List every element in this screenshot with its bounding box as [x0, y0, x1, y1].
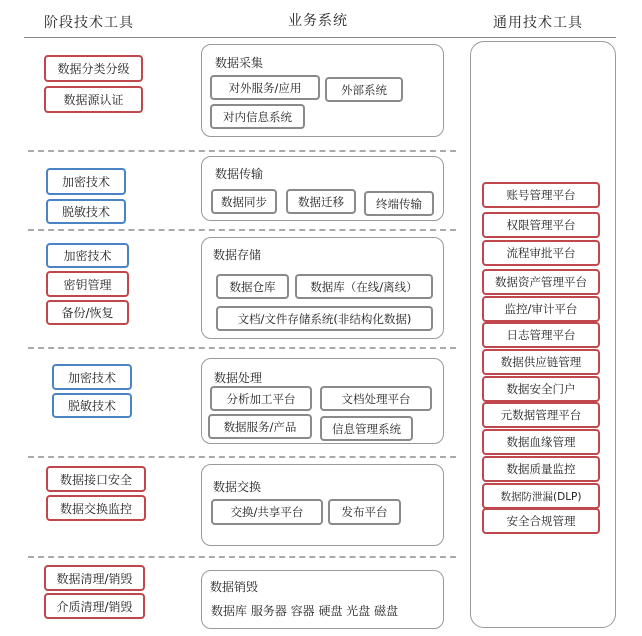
general-tool-security-portal: 数据安全门户 [482, 376, 600, 402]
stage-tool-desensitization: 脱敏技术 [46, 199, 126, 224]
system-item-database-online-offline: 数据库（在线/离线） [295, 274, 433, 299]
system-title-transmission: 数据传输 [215, 167, 264, 181]
system-panel-storage [201, 237, 444, 339]
general-tool-supply-chain: 数据供应链管理 [482, 349, 600, 375]
system-title-exchange: 数据交换 [213, 480, 262, 494]
system-title-destruction: 数据销毁 [210, 580, 259, 594]
general-tool-data-lineage: 数据血缘管理 [482, 429, 600, 455]
header-divider [24, 37, 616, 38]
system-title-processing: 数据处理 [214, 371, 263, 385]
general-tool-permission-management: 权限管理平台 [482, 212, 600, 238]
section-divider-3 [28, 347, 456, 349]
section-divider-4 [28, 456, 456, 458]
header-stage-tools: 阶段技术工具 [44, 15, 134, 31]
general-tool-monitor-audit: 监控/审计平台 [482, 296, 600, 322]
system-item-terminal-transfer: 终端传输 [364, 191, 434, 216]
stage-tool-interface-security: 数据接口安全 [46, 466, 146, 492]
stage-tool-encryption: 加密技术 [46, 168, 126, 195]
system-item-internal-info-system: 对内信息系统 [210, 104, 305, 129]
system-panel-transmission [201, 156, 444, 221]
stage-tool-encryption-processing: 加密技术 [52, 364, 132, 390]
stage-tool-data-classification: 数据分类分级 [44, 55, 143, 82]
system-item-exchange-share-platform: 交换/共享平台 [211, 499, 323, 525]
general-tool-compliance: 安全合规管理 [482, 508, 600, 534]
header-general-tools: 通用技术工具 [493, 15, 583, 31]
stage-tool-data-destroy: 数据清理/销毁 [44, 565, 145, 591]
general-tool-account-management: 账号管理平台 [482, 182, 600, 208]
system-item-document-storage: 文档/文件存储系统(非结构化数据) [216, 306, 433, 331]
system-item-external-system: 外部系统 [325, 77, 403, 102]
system-panel-processing [201, 358, 444, 444]
header-business-systems: 业务系统 [288, 13, 348, 29]
system-item-publish-platform: 发布平台 [328, 499, 401, 525]
stage-tool-exchange-monitor: 数据交换监控 [46, 495, 146, 521]
stage-tool-key-management: 密钥管理 [46, 271, 129, 297]
general-tool-data-asset-management: 数据资产管理平台 [482, 269, 600, 295]
system-item-data-sync: 数据同步 [211, 189, 277, 214]
general-tool-dlp: 数据防泄漏(DLP) [482, 483, 600, 509]
general-tool-metadata-management: 元数据管理平台 [482, 402, 600, 428]
system-item-data-migration: 数据迁移 [286, 189, 356, 214]
general-tool-log-management: 日志管理平台 [482, 322, 600, 348]
system-panel-collection [201, 44, 444, 137]
system-title-collection: 数据采集 [215, 56, 264, 70]
general-tool-workflow-approval: 流程审批平台 [482, 240, 600, 266]
section-divider-5 [28, 556, 456, 558]
system-title-storage: 数据存储 [213, 248, 262, 262]
system-items-destruction: 数据库 服务器 容器 硬盘 光盘 磁盘 [211, 604, 399, 618]
system-item-analysis-platform: 分析加工平台 [210, 386, 312, 411]
stage-tool-media-destroy: 介质清理/销毁 [44, 593, 145, 619]
stage-tool-backup-restore: 备份/恢复 [46, 300, 129, 325]
general-tools-panel [470, 41, 616, 628]
system-item-info-management: 信息管理系统 [320, 416, 413, 441]
section-divider-1 [28, 150, 456, 152]
stage-tool-desensitization-processing: 脱敏技术 [52, 393, 132, 418]
system-panel-exchange [201, 464, 444, 546]
system-item-document-platform: 文档处理平台 [320, 386, 432, 411]
stage-tool-encryption-storage: 加密技术 [46, 243, 129, 268]
system-panel-destruction [201, 570, 444, 629]
system-item-data-warehouse: 数据仓库 [216, 274, 289, 299]
system-item-data-service: 数据服务/产品 [208, 414, 312, 439]
section-divider-2 [28, 229, 456, 231]
general-tool-data-quality: 数据质量监控 [482, 456, 600, 482]
system-item-external-service: 对外服务/应用 [210, 75, 320, 100]
stage-tool-data-source-auth: 数据源认证 [44, 86, 143, 113]
